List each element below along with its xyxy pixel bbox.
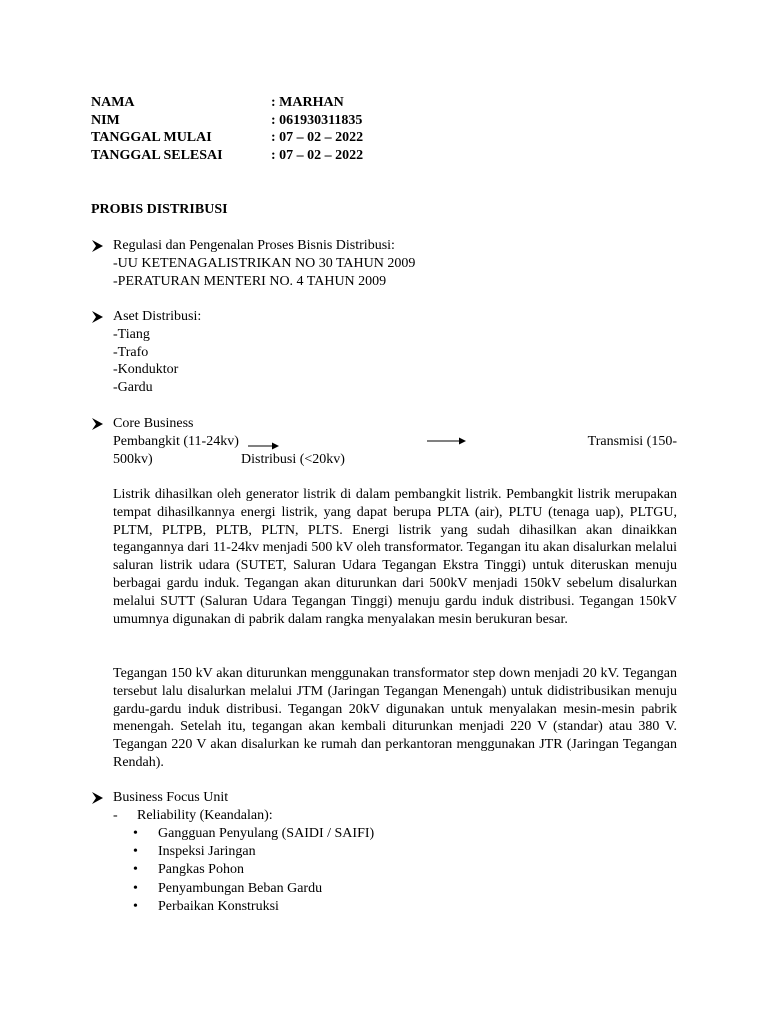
right-arrowhead-icon <box>91 790 105 806</box>
bullet-dot-icon: • <box>133 862 138 878</box>
flow-distribusi: Distribusi (<20kv) <box>241 451 345 467</box>
section-aset <box>91 308 677 397</box>
flow-transmisi: Transmisi (150- <box>587 433 677 449</box>
bullet-dot-icon: • <box>133 843 138 859</box>
arrow-right-icon <box>248 441 280 451</box>
list-item <box>113 880 677 898</box>
flow-row-2 <box>113 451 677 469</box>
bullet-dot-icon: • <box>133 880 138 896</box>
list-item-text: Pangkas Pohon <box>158 862 244 878</box>
info-row-tanggal-mulai <box>91 129 363 147</box>
list-item <box>113 843 677 861</box>
info-label: NAMA <box>91 95 135 110</box>
student-info <box>91 94 363 164</box>
right-arrowhead-icon <box>91 309 105 325</box>
section-heading: Regulasi dan Pengenalan Proses Bisnis Distribusi: <box>113 238 395 253</box>
section-heading: Core Business <box>113 416 194 431</box>
sub-heading-reliability <box>113 807 677 825</box>
list-item <box>113 825 677 843</box>
arrow-right-icon <box>427 436 467 446</box>
list-item <box>113 898 677 916</box>
info-row-tanggal-selesai <box>91 147 363 165</box>
section-regulasi <box>91 237 677 290</box>
info-label: TANGGAL SELESAI <box>91 147 223 163</box>
flow-pembangkit: Pembangkit (11-24kv) <box>113 433 239 449</box>
info-value: : 07 – 02 – 2022 <box>271 147 364 163</box>
reliability-list <box>113 825 677 917</box>
right-arrowhead-icon <box>91 238 105 254</box>
info-value: : MARHAN <box>271 95 344 110</box>
list-item: -Tiang <box>113 326 150 342</box>
info-row-nim <box>91 112 363 130</box>
list-item: -Gardu <box>113 380 153 396</box>
section-heading: Aset Distribusi: <box>113 309 202 324</box>
info-value: : 07 – 02 – 2022 <box>271 130 364 146</box>
list-item: -PERATURAN MENTERI NO. 4 TAHUN 2009 <box>113 273 387 289</box>
section-core-business <box>91 415 677 468</box>
list-item <box>113 861 677 879</box>
info-label: NIM <box>91 112 120 128</box>
flow-row <box>113 433 677 451</box>
section-business-focus <box>91 789 677 917</box>
flow-transmisi-cont: 500kv) <box>113 451 153 467</box>
paragraph-pembangkit: Listrik dihasilkan oleh generator listrik di dalam pembangkit listrik. Pembangkit listrik merupakan tempat dihasilkannya energi listrik, yang dapat berupa PLTA (air), PLTU (tenaga uap), PLTGU, PLTM, PLTPB, PLTB, PLTN, PLTS. Energi listrik yang sudah dihasilkan akan dinaikkan tegangannya dari 11-24kv menjadi 500 kV oleh transformator. Tegangan itu akan disalurkan melalui saluran listrik udara (SUTET, Saluran Udara Tegangan Ekstra Tinggi) untuk diteruskan menuju berbagai gardu induk. Tegangan akan diturunkan dari 500kV menjadi 150kV sebelum disalurkan melalui SUTT (Saluran Udara Tegangan Tinggi) menuju gardu induk distribusi. Tegangan 150kV umumnya digunakan di pabrik dalam rangka menyalakan mesin berukuran besar. <box>113 487 677 627</box>
section-heading: Business Focus Unit <box>113 790 229 805</box>
info-value: : 061930311835 <box>271 112 363 128</box>
info-row-nama <box>91 94 363 112</box>
info-label: TANGGAL MULAI <box>91 130 212 146</box>
list-item: -UU KETENAGALISTRIKAN NO 30 TAHUN 2009 <box>113 255 416 271</box>
list-item: -Konduktor <box>113 362 179 378</box>
list-item-text: Perbaikan Konstruksi <box>158 899 279 915</box>
right-arrowhead-icon <box>91 416 105 432</box>
sub-heading-text: Reliability (Keandalan): <box>137 807 273 823</box>
paragraph-distribusi: Tegangan 150 kV akan diturunkan menggunakan transformator step down menjadi 20 kV. Tegangan tersebut lalu disalurkan melalui JTM (Jaringan Tegangan Menengah) untuk didistribusikan menuju gardu-gardu induk distribusi. Tegangan 20kV digunakan untuk menyalakan mesin-mesin pabrik menengah. Setelah itu, tegangan akan kembali diturunkan menjadi 220 V (standar) atau 380 V. Tegangan 220 V akan disalurkan ke rumah dan perkantoran menggunakan JTR (Jaringan Tegangan Rendah). <box>113 666 677 770</box>
list-item-text: Inspeksi Jaringan <box>158 843 256 859</box>
bullet-dot-icon: • <box>133 899 138 915</box>
dash-marker: - <box>113 807 118 823</box>
list-item: -Trafo <box>113 344 149 360</box>
list-item-text: Gangguan Penyulang (SAIDI / SAIFI) <box>158 825 375 841</box>
document-title: PROBIS DISTRIBUSI <box>91 202 228 217</box>
list-item-text: Penyambungan Beban Gardu <box>158 880 323 896</box>
bullet-dot-icon: • <box>133 825 138 841</box>
